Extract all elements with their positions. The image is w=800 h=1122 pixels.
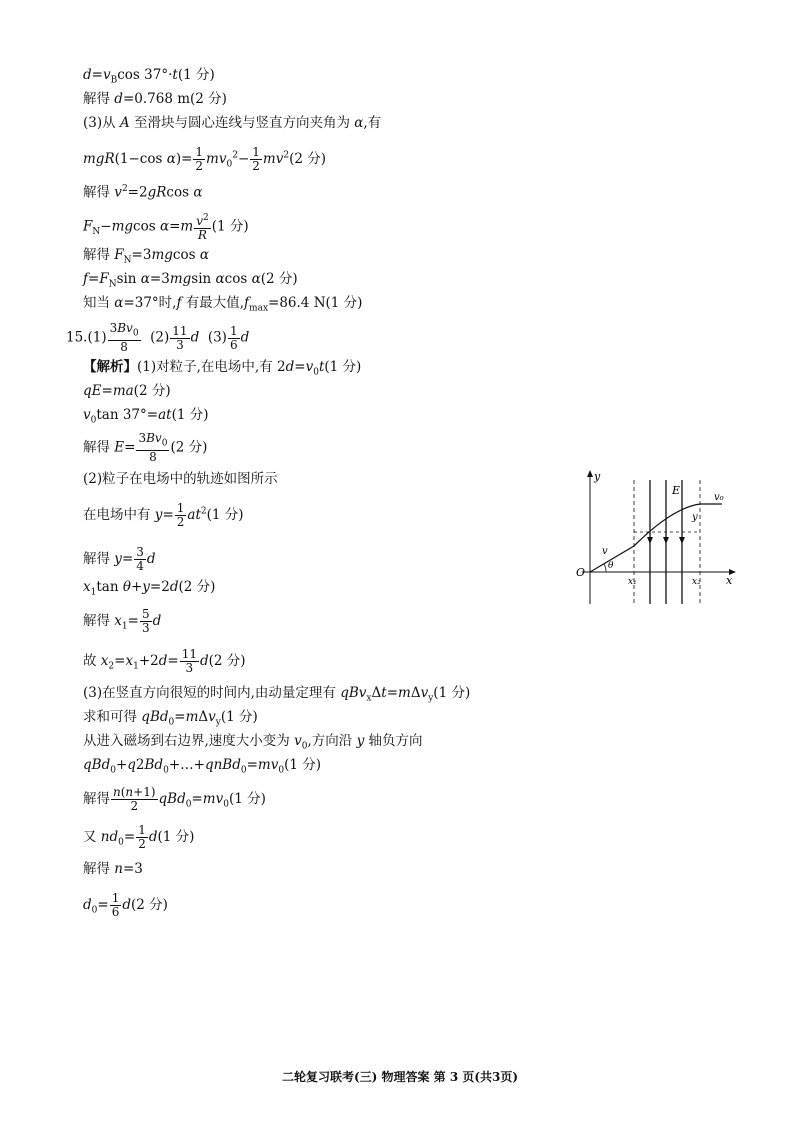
line-23: 从进入磁场到右边界,速度大小变为 $v_0$,方向沿 y 轴负方向 [83,733,423,752]
line-3: (3)从 A 至滑块与圆心连线与竖直方向夹角为 α,有 [83,115,382,131]
line-24: $qBd_0+q2Bd_0+\dots+qnBd_0=mv_0(1$ 分) [83,757,321,776]
label-origin: O [576,566,586,579]
line-5: 解得 $v^2=2gRcos$ α [83,184,203,201]
line-11: 【解析】(1)对粒子,在电场中,有 $2d=v_0t(1$ 分) [83,359,362,378]
line-18: $x_1\tan$ θ+y=2d(2 分) [83,579,216,598]
label-x2: x₂ [692,577,701,587]
line-25: 解得 $\frac{n(n+1)}{2}$ $qBd_0=mv_0(1$ 分) [83,785,266,813]
label-E: E [672,484,681,497]
line-16: 在电场中有 y= $\frac{1}{2}$ $at^2(1$ 分) [83,501,244,529]
line-2: 解得 d=0.768 m(2 分) [83,91,227,107]
label-v: v [602,546,608,557]
line-21: (3)在竖直方向很短的时间内,由动量定理有 qBv$_x$Δt=mΔv$_y$(1 分) [83,685,471,704]
line-27: 解得 n=3 [83,861,143,877]
page-footer: 二轮复习联考(三) 物理答案 第 3 页(共3页) [281,1070,519,1084]
label-theta: θ [608,561,614,571]
line-14: 解得 E= $\frac{3Bv_0}{8}$ (2 分) [83,431,208,465]
line-1: $d=v_B\cos$ 37°·t(1 分) [83,67,215,86]
answer-15: 15.(1) $\frac{3Bv_0}{8}$ (2) $\frac{11}{3}$ d (3) $\frac{1}{6}$ d [66,321,250,355]
trajectory-diagram [572,468,740,608]
label-y-axis: y [594,470,601,483]
line-15: (2)粒子在电场中的轨迹如图所示 [83,471,278,487]
line-4: mgR(1−cos α)= $\frac{1}{2}$ $mv_0^2-$ $\frac{1}{2}$ $mv^2(2$ 分) [83,145,326,173]
line-26: 又 $nd_0=$ $\frac{1}{2}$ d(1 分) [83,823,195,851]
line-6: $F_N-mgcos$ α=m $\frac{v^2}{R}$ (1 分) [83,213,249,242]
line-17: 解得 y= $\frac{3}{4}$ d [83,545,156,573]
line-28: $d_0=$ $\frac{1}{6}$ d(2 分) [83,891,168,919]
line-12: qE=ma(2 分) [83,383,171,399]
label-y-segment: y [692,512,698,523]
line-7: 解得 $F_N=3mgcos$ α [83,247,209,266]
label-x-axis: x [726,574,733,587]
label-v0: v₀ [714,492,724,503]
line-9: 知当 α=37°时,f 有最大值$,f_{max}=86.4$ N(1 分) [83,295,363,314]
label-x1: x₁ [628,577,637,587]
line-19: 解得 $x_1=$ $\frac{5}{3}$ d [83,607,162,635]
line-22: 求和可得 qBd$_0$=mΔv$_y$(1 分) [83,709,258,728]
line-13: $v_0\tan$ 37°=at(1 分) [83,407,209,426]
line-8: $f=F_N\sin$ α=3mgsin αcos α(2 分) [83,271,298,290]
line-20: 故 $x_2=x_1+2d=$ $\frac{11}{3}$ d(2 分) [83,647,246,675]
